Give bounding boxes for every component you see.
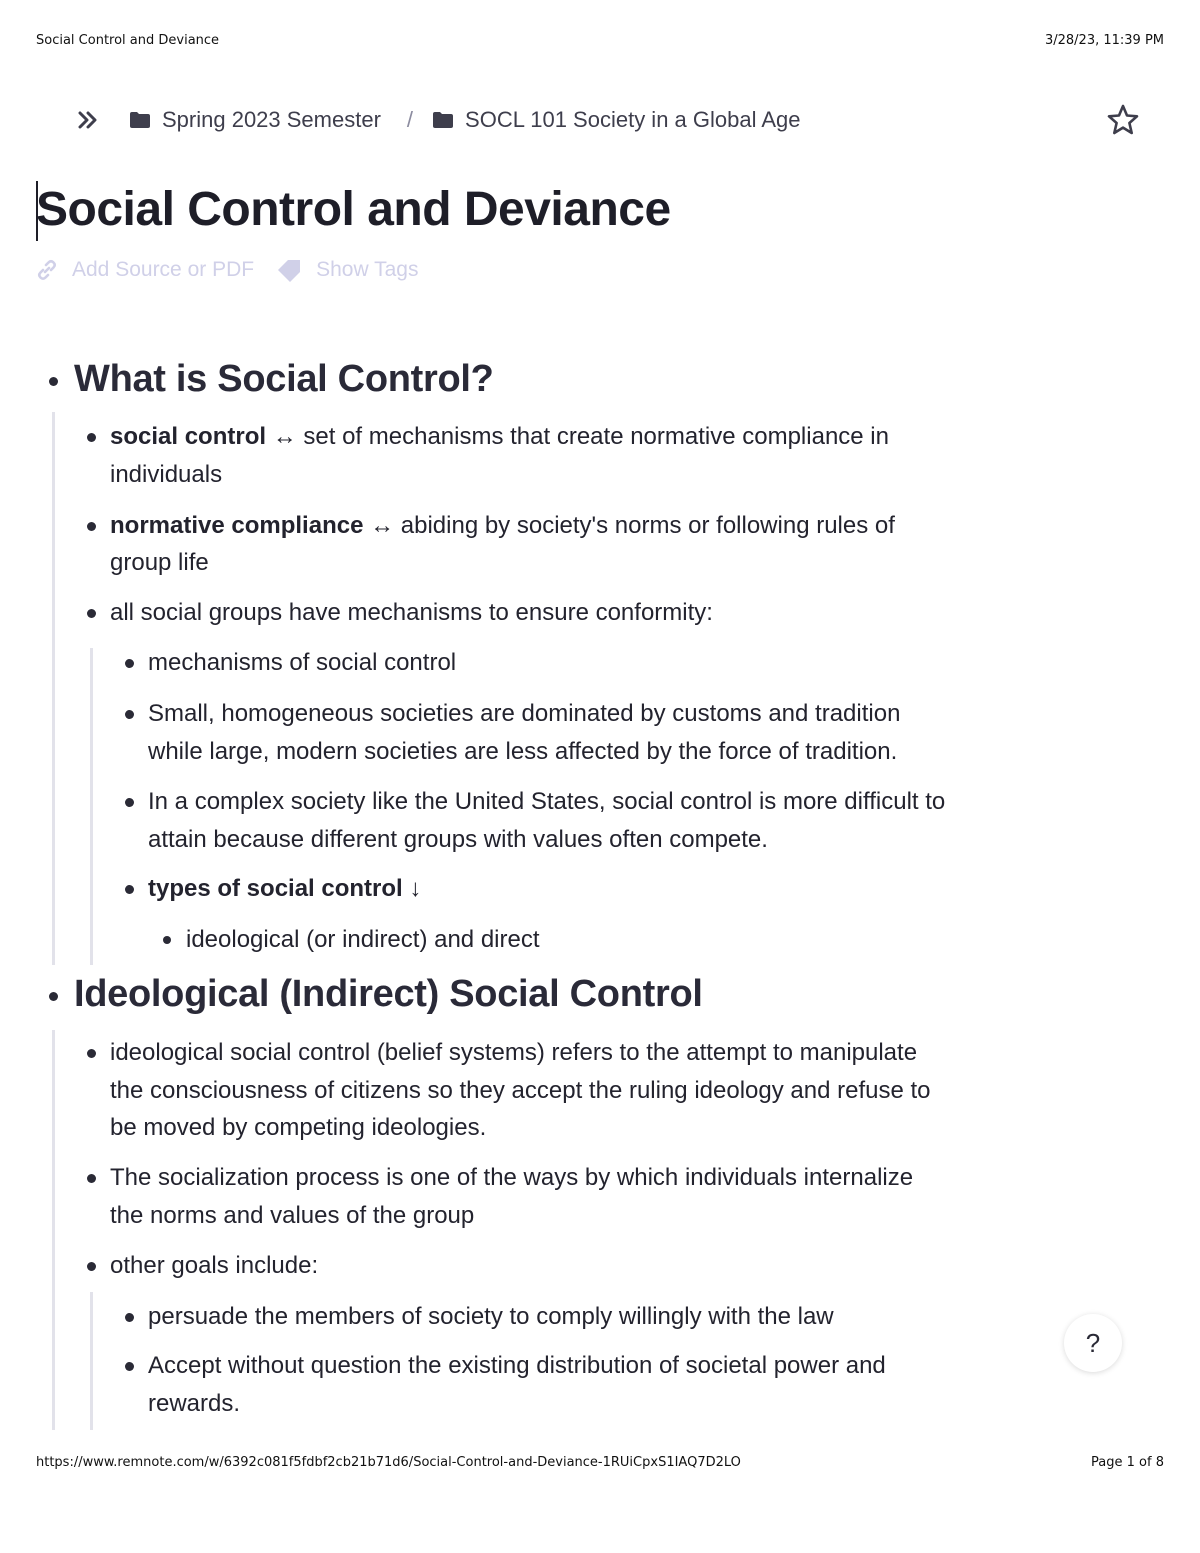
list-item[interactable]: other goals include: (110, 1252, 319, 1279)
list-item[interactable]: Small, homogeneous societies are dominated by customs and tradition (148, 700, 901, 727)
term: normative compliance (110, 512, 364, 539)
list-item-continuation: while large, modern societies are less affected by the force of tradition. (148, 738, 898, 765)
bullet[interactable] (125, 710, 134, 719)
list-item[interactable] (148, 875, 421, 903)
list-item[interactable]: In a complex society like the United States, social control is more difficult to (148, 788, 946, 815)
star-icon[interactable] (1106, 103, 1140, 137)
bidirectional-arrow: ↔ (370, 512, 395, 539)
expand-sidebar-icon[interactable] (78, 109, 100, 131)
show-tags-button[interactable] (276, 258, 418, 282)
print-footer-page: Page 1 of 8 (1091, 1455, 1164, 1470)
print-header (36, 33, 1164, 48)
list-item[interactable]: The socialization process is one of the ways by which individuals internalize (110, 1164, 914, 1191)
bullet[interactable] (125, 1362, 134, 1371)
bullet[interactable] (125, 798, 134, 807)
bullet[interactable] (87, 522, 96, 531)
definition: set of mechanisms that create normative compliance in (303, 423, 889, 450)
bullet[interactable] (125, 1313, 134, 1322)
breadcrumb (78, 104, 801, 136)
bullet[interactable] (87, 1174, 96, 1183)
print-footer (36, 1455, 1164, 1470)
folder-icon (433, 112, 453, 128)
definition: abiding by society's norms or following rules of (400, 512, 895, 539)
bullet[interactable] (49, 377, 58, 386)
bullet[interactable] (125, 659, 134, 668)
print-footer-url: https://www.remnote.com/w/6392c081f5fdbf2cb21b71d6/Social-Control-and-Deviance-1RUiCpxS1IAQ7D2LO (36, 1455, 741, 1470)
bullet[interactable] (163, 936, 171, 944)
tag-icon (276, 258, 302, 282)
bullet[interactable] (49, 992, 58, 1001)
section-heading[interactable]: What is Social Control? (74, 358, 494, 400)
list-item-continuation: individuals (110, 461, 223, 488)
add-source-button[interactable] (36, 258, 254, 282)
print-header-datetime: 3/28/23, 11:39 PM (1044, 33, 1164, 48)
list-item[interactable] (110, 512, 895, 540)
document-actions (36, 258, 440, 282)
breadcrumb-item-semester[interactable] (130, 107, 381, 133)
indent-guide (90, 648, 93, 965)
list-item[interactable] (110, 423, 889, 451)
list-item-continuation: be moved by competing ideologies. (110, 1114, 487, 1141)
folder-icon (130, 112, 150, 128)
list-item-continuation: the consciousness of citizens so they accept the ruling ideology and refuse to (110, 1077, 931, 1104)
show-tags-label: Show Tags (316, 258, 419, 281)
list-item[interactable]: Accept without question the existing distribution of societal power and (148, 1352, 886, 1379)
indent-guide (52, 1030, 55, 1430)
term: types of social control (148, 875, 403, 902)
bullet[interactable] (125, 885, 134, 894)
help-button[interactable]: ? (1064, 1314, 1122, 1372)
bullet[interactable] (87, 609, 96, 618)
bidirectional-arrow: ↔ (272, 423, 297, 450)
term: social control (110, 423, 267, 450)
page-title[interactable]: Social Control and Deviance (36, 183, 671, 236)
breadcrumb-label: SOCL 101 Society in a Global Age (465, 107, 801, 132)
list-item-continuation: group life (110, 549, 209, 576)
bullet[interactable] (87, 433, 96, 442)
bullet[interactable] (87, 1049, 96, 1058)
list-item-continuation: rewards. (148, 1390, 241, 1417)
section-heading[interactable]: Ideological (Indirect) Social Control (74, 973, 703, 1015)
breadcrumb-separator: / (406, 107, 414, 132)
breadcrumb-label: Spring 2023 Semester (162, 107, 381, 132)
add-source-label: Add Source or PDF (72, 258, 255, 281)
breadcrumb-item-course[interactable] (433, 107, 801, 133)
list-item[interactable]: mechanisms of social control (148, 649, 457, 676)
link-icon (36, 259, 58, 281)
list-item[interactable]: ideological (or indirect) and direct (186, 926, 540, 953)
bullet[interactable] (87, 1262, 96, 1271)
indent-guide (90, 1292, 93, 1430)
print-header-title: Social Control and Deviance (36, 33, 220, 48)
down-arrow: ↓ (409, 875, 422, 902)
indent-guide (52, 412, 55, 965)
list-item[interactable]: persuade the members of society to comply willingly with the law (148, 1303, 834, 1330)
list-item-continuation: the norms and values of the group (110, 1202, 475, 1229)
list-item[interactable]: all social groups have mechanisms to ensure conformity: (110, 599, 713, 626)
list-item[interactable]: ideological social control (belief systems) refers to the attempt to manipulate (110, 1039, 918, 1066)
list-item-continuation: attain because different groups with values often compete. (148, 826, 768, 853)
